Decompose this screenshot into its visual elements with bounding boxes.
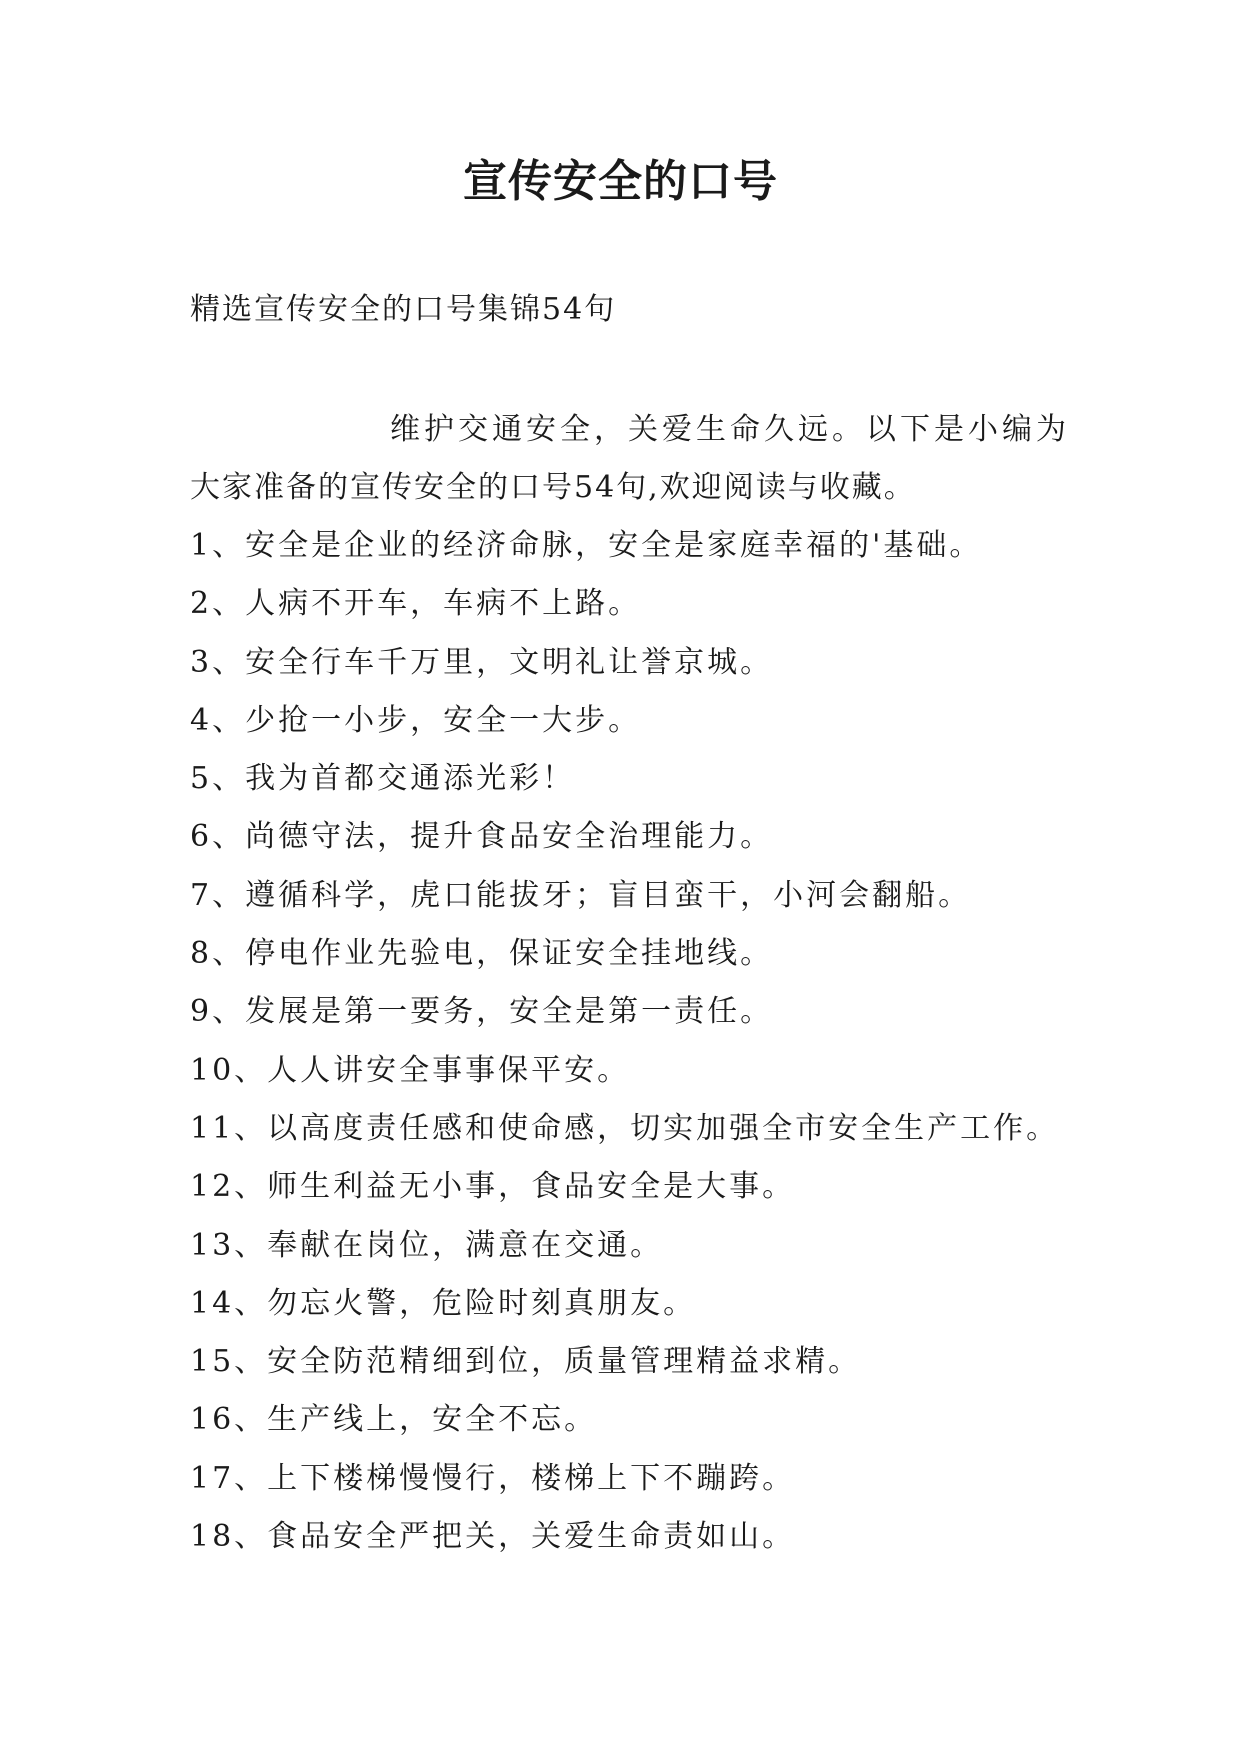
document-subtitle: 精选宣传安全的口号集锦54句: [190, 292, 617, 327]
list-item: 10、人人讲安全事事保平安。: [190, 1052, 631, 1088]
list-item: 18、食品安全严把关，关爱生命责如山。: [190, 1519, 796, 1555]
list-item: 5、我为首都交通添光彩！: [190, 761, 576, 797]
slogan-list: [190, 524, 1059, 1573]
list-item: 6、尚德守法，提升食品安全治理能力。: [190, 819, 774, 855]
list-item: 11、以高度责任感和使命感，切实加强全市安全生产工作。: [190, 1110, 1060, 1146]
list-item: 14、勿忘火警，危险时刻真朋友。: [190, 1285, 697, 1321]
list-item: 2、人病不开车，车病不上路。: [190, 586, 642, 622]
list-item: 15、安全防范精细到位，质量管理精益求精。: [190, 1344, 862, 1380]
intro-line-2: 大家准备的宣传安全的口号54句,欢迎阅读与收藏。: [190, 470, 916, 505]
list-item: 9、发展是第一要务，安全是第一责任。: [190, 994, 774, 1030]
list-item: 8、停电作业先验电，保证安全挂地线。: [190, 936, 774, 972]
document-title: 宣传安全的口号: [463, 156, 778, 207]
list-item: 17、上下楼梯慢慢行，楼梯上下不蹦跨。: [190, 1460, 796, 1496]
list-item: 4、少抢一小步，安全一大步。: [190, 702, 642, 738]
intro-line-1: 维护交通安全，关爱生命久远。以下是小编为: [390, 412, 1070, 447]
list-item: 13、奉献在岗位，满意在交通。: [190, 1227, 664, 1263]
list-item: 7、遵循科学，虎口能拔牙；盲目蛮干，小河会翻船。: [190, 877, 972, 913]
list-item: 1、安全是企业的经济命脉，安全是家庭幸福的'基础。: [190, 528, 983, 563]
list-item: 12、师生利益无小事，食品安全是大事。: [190, 1169, 796, 1205]
list-item: 3、安全行车千万里，文明礼让誉京城。: [190, 644, 774, 680]
list-item: 16、生产线上，安全不忘。: [190, 1402, 598, 1438]
